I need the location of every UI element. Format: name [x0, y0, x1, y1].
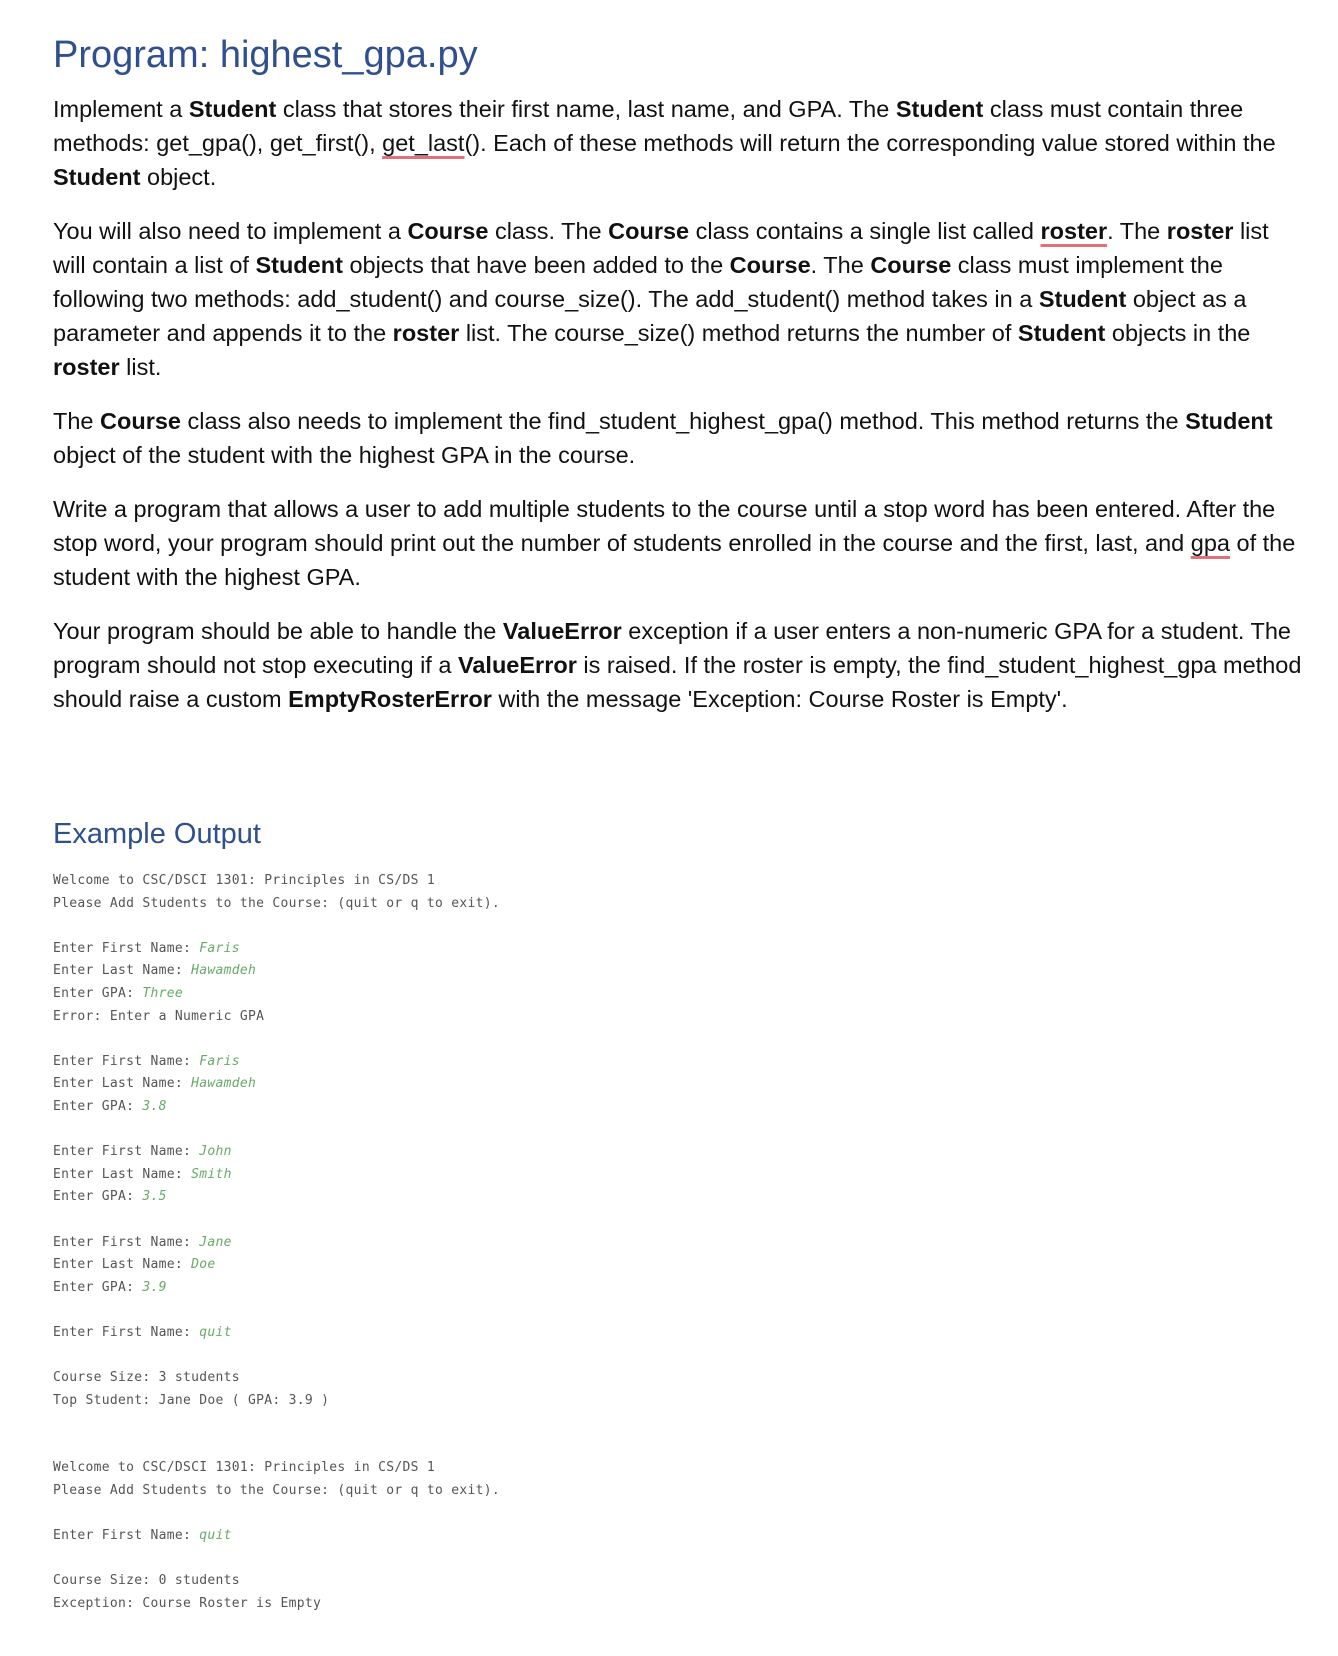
console-line: [53, 1232, 1303, 1255]
bold-text: Student: [255, 252, 343, 278]
bold-text: Student: [1185, 408, 1273, 434]
console-label: Enter Last Name:: [53, 1257, 192, 1273]
bold-text: ValueError: [457, 652, 577, 678]
console-line: [53, 1322, 1303, 1345]
page-title: Program: highest_gpa.py: [53, 34, 478, 76]
text: object of the student with the highest GPA in the course.: [53, 442, 636, 468]
console-label: Enter Last Name:: [53, 963, 192, 979]
example-output-heading: Example Output: [53, 818, 261, 850]
console-input: quit: [199, 1528, 232, 1544]
console-input: Doe: [191, 1257, 216, 1273]
console-input: Hawamdeh: [191, 1076, 257, 1092]
text: class also needs to implement the find_student_highest_gpa() method. This method returns the: [181, 408, 1186, 434]
bold-text: Student: [895, 96, 984, 122]
console-input: quit: [199, 1324, 232, 1340]
text: class must contain three methods: get_gpa(), get_first(),: [53, 96, 1244, 156]
text: The: [53, 408, 101, 434]
text: Your program should be able to handle the: [53, 618, 503, 644]
text: exception if a user enters a non-numeric GPA for a student. The program should not stop executing if a: [53, 618, 1291, 678]
text: list. The course_size() method returns the number of: [459, 320, 1018, 346]
console-input: Faris: [199, 1053, 240, 1069]
console-line: [53, 1096, 1303, 1119]
text: list.: [119, 354, 162, 380]
console-input: Hawamdeh: [191, 963, 257, 979]
console-line: [53, 1254, 1303, 1277]
console-label: Enter Last Name:: [53, 1076, 192, 1092]
console-line: [53, 1277, 1303, 1300]
spellcheck-text: gpa: [1190, 530, 1230, 556]
text: Write a program that allows a user to add multiple students to the course until a stop word has been entered. After the stop word, your program should print out the number of students enrolled in the course and the first, last, and: [53, 496, 1276, 556]
console-label: Enter GPA:: [53, 1098, 143, 1114]
text: objects that have been added to the: [342, 252, 730, 278]
bold-text: roster: [392, 320, 460, 346]
console-line: [53, 960, 1303, 983]
bold-text: Course: [729, 252, 811, 278]
paragraph-program: [53, 492, 1303, 594]
bold-text: roster: [53, 354, 120, 380]
text: You will also need to implement a: [53, 218, 408, 244]
console-line: [53, 1164, 1303, 1187]
console-input: Faris: [199, 940, 240, 956]
paragraph-highest-gpa: [53, 404, 1303, 472]
text: object as a parameter and appends it to the: [53, 286, 1247, 346]
paragraph-exceptions: [53, 614, 1303, 716]
bold-text: roster: [1166, 218, 1234, 244]
console-line: Please Add Students to the Course: (quit or q to exit).: [53, 895, 500, 911]
text: of the student with the highest GPA.: [53, 530, 1296, 590]
bold-text: Course: [608, 218, 690, 244]
spellcheck-text: get_last: [382, 130, 465, 156]
console-line: Course Size: 0 students: [53, 1573, 240, 1589]
console-label: Enter First Name:: [53, 1053, 200, 1069]
console-line: [53, 1525, 1303, 1548]
bold-text: Student: [53, 164, 141, 190]
console-label: Enter First Name:: [53, 1528, 200, 1544]
console-line: [53, 1141, 1303, 1164]
console-label: Enter First Name:: [53, 1324, 200, 1340]
console-line: [53, 938, 1303, 961]
console-line: Please Add Students to the Course: (quit or q to exit).: [53, 1483, 500, 1499]
text: object.: [140, 164, 217, 190]
console-line: [53, 1051, 1303, 1074]
bold-text: Course: [100, 408, 181, 434]
text: (). Each of these methods will return the corresponding value stored within the: [464, 130, 1276, 156]
text: objects in the: [1105, 320, 1251, 346]
console-input: 3.9: [142, 1279, 167, 1295]
document-page: [53, 30, 1303, 1616]
text: with the message 'Exception: Course Roster is Empty'.: [491, 686, 1068, 712]
text: Implement a: [53, 96, 189, 122]
bold-text: ValueError: [502, 618, 622, 644]
bold-text: Course: [407, 218, 489, 244]
console-input: 3.5: [142, 1189, 167, 1205]
console-label: Enter Last Name:: [53, 1166, 192, 1182]
text: list will contain a list of: [53, 218, 1269, 278]
paragraph-course-class: [53, 214, 1303, 384]
console-input: Smith: [191, 1166, 232, 1182]
paragraph-student-class: [53, 92, 1303, 194]
bold-text: Student: [188, 96, 277, 122]
console-input: 3.8: [142, 1098, 167, 1114]
bold-text: Course: [870, 252, 952, 278]
console-line: [53, 983, 1303, 1006]
console-line: Course Size: 3 students: [53, 1370, 240, 1386]
text: . The: [810, 252, 871, 278]
console-line: Error: Enter a Numeric GPA: [53, 1008, 265, 1024]
console-line: Top Student: Jane Doe ( GPA: 3.9 ): [53, 1392, 330, 1408]
console-line: [53, 1186, 1303, 1209]
console-label: Enter First Name:: [53, 1144, 200, 1160]
console-line: Welcome to CSC/DSCI 1301: Principles in CS/DS 1: [53, 873, 435, 888]
console-line: [53, 1073, 1303, 1096]
console-label: Enter GPA:: [53, 1279, 143, 1295]
console-input: Jane: [199, 1234, 232, 1250]
bold-text: roster: [1040, 218, 1108, 244]
text: class. The: [488, 218, 609, 244]
text: class contains a single list called: [689, 218, 1041, 244]
bold-text: Student: [1038, 286, 1127, 312]
text: class that stores their first name, last name, and GPA. The: [276, 96, 896, 122]
console-label: Enter GPA:: [53, 985, 143, 1001]
text: . The: [1107, 218, 1167, 244]
console-line: Welcome to CSC/DSCI 1301: Principles in CS/DS 1: [53, 1460, 435, 1476]
text: class must implement the following two methods: add_student() and course_size(). The add_student() method takes in a: [53, 252, 1223, 312]
bold-text: EmptyRosterError: [288, 686, 492, 712]
console-label: Enter First Name:: [53, 1234, 200, 1250]
console-label: Enter First Name:: [53, 940, 200, 956]
bold-text: Student: [1017, 320, 1106, 346]
console-input: John: [199, 1144, 232, 1160]
console-line: Exception: Course Roster is Empty: [53, 1596, 322, 1611]
text: is raised. If the roster is empty, the find_student_highest_gpa method should raise a custom: [53, 652, 1302, 712]
console-input: Three: [142, 985, 184, 1001]
example-console-output: [53, 870, 1303, 1616]
console-label: Enter GPA:: [53, 1189, 143, 1205]
